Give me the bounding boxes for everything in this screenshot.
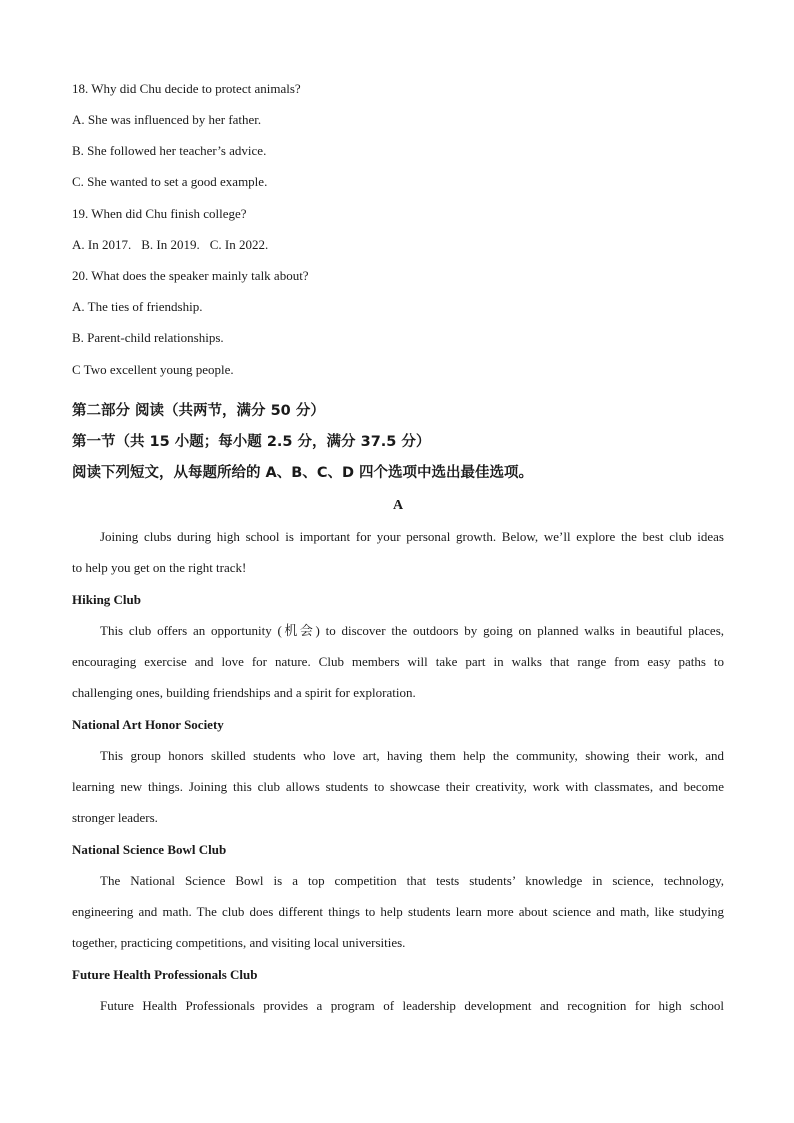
intro-line-1: Joining clubs during high school is important for your personal growth. Below, we’ll explore the best club ideas [100,529,724,544]
hiking-line-3: challenging ones, building friendships and a spirit for exploration. [72,685,416,700]
art-line-3: stronger leaders. [72,810,158,825]
club-heading-hiking: Hiking Club [72,592,142,607]
question-19: 19. When did Chu finish college? [72,206,247,221]
part-title: 第二部分 阅读（共两节，满分 50 分） [72,403,325,419]
q20-option-c: C Two excellent young people. [72,362,234,377]
club-heading-art: National Art Honor Society [72,717,224,732]
art-line-2: learning new things. Joining this club allows students to showcase their creativity, work with classmates, and become [72,779,724,794]
q19-option-a: A. In 2017. [72,237,132,252]
reading-instruction: 阅读下列短文，从每题所给的 A、B、C、D 四个选项中选出最佳选项。 [72,465,534,481]
club-heading-health: Future Health Professionals Club [72,967,258,982]
section-title: 第一节（共 15 小题；每小题 2.5 分，满分 37.5 分） [72,434,431,450]
q20-option-b: B. Parent-child relationships. [72,330,224,345]
q19-option-c: C. In 2022. [209,237,269,252]
art-line-1: This group honors skilled students who love art, having them help the community, showing their work, and [100,748,724,763]
question-20: 20. What does the speaker mainly talk about? [72,268,309,283]
hiking-line-2: encouraging exercise and love for nature. Club members will take part in walks that range from easy paths to [72,654,724,669]
science-line-2: engineering and math. The club does different things to help students learn more about science and math, like studying [72,904,724,919]
club-heading-science: National Science Bowl Club [72,842,227,857]
health-line-1: Future Health Professionals provides a program of leadership development and recognition for high school [100,998,724,1013]
hiking-line-1: This club offers an opportunity (机会) to discover the outdoors by going on planned walks in beautiful places, [100,623,724,638]
q19-options [72,237,268,253]
q18-option-b: B. She followed her teacher’s advice. [72,143,267,158]
q18-option-a: A. She was influenced by her father. [72,112,262,127]
q20-option-a: A. The ties of friendship. [72,299,203,314]
passage-label: A [392,498,404,513]
intro-line-2: to help you get on the right track! [72,560,247,575]
q19-option-b: B. In 2019. [141,237,200,252]
science-line-1: The National Science Bowl is a top competition that tests students’ knowledge in science, technology, [100,873,724,888]
q18-option-c: C. She wanted to set a good example. [72,174,268,189]
science-line-3: together, practicing competitions, and visiting local universities. [72,935,406,950]
question-18: 18. Why did Chu decide to protect animals? [72,81,301,96]
